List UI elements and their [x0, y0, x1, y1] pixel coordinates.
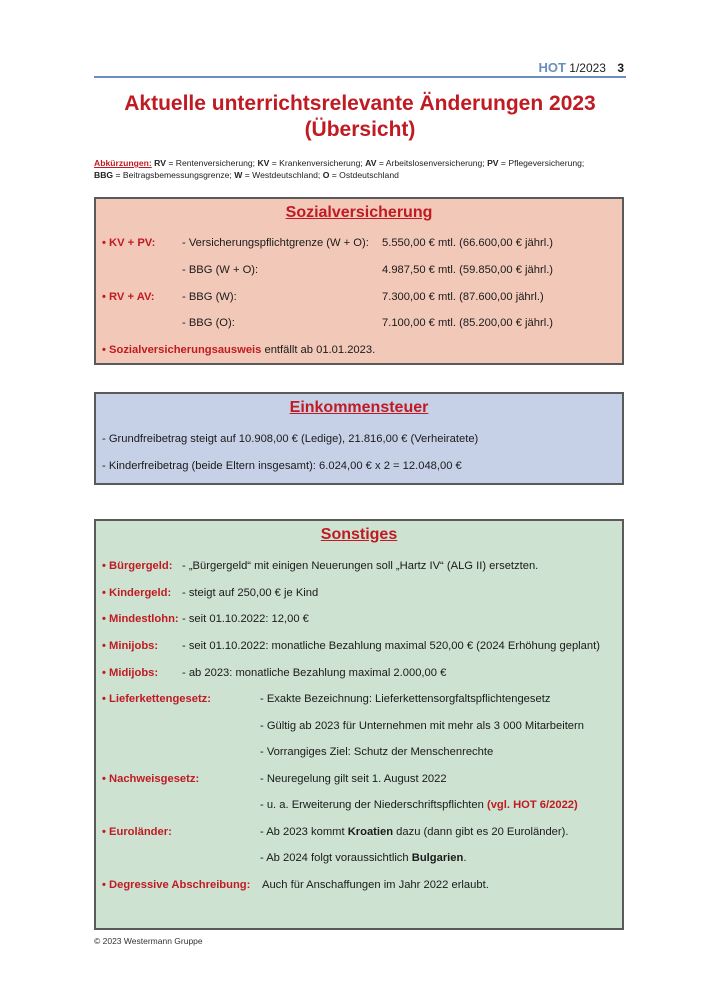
abbr-key: BBG [94, 170, 114, 180]
abbr-value: = Ostdeutschland [329, 170, 399, 180]
item-text: - Ab 2024 folgt voraussichtlich [260, 852, 412, 864]
section-title: Einkommensteuer [289, 399, 429, 416]
item-text: - „Bürgergeld“ mit einigen Neuerungen soll „Hartz IV“ (ALG II) ersetzten. [182, 560, 539, 572]
item-text: - u. a. Erweiterung der Niederschriftspflichten [260, 799, 487, 811]
item-text: - Gültig ab 2023 für Unternehmen mit mehr als 3 000 Mitarbeitern [260, 720, 584, 732]
abbr-key: AV [365, 158, 377, 168]
section-title: Sozialversicherung [285, 204, 433, 221]
item-text: - steigt auf 250,00 € je Kind [182, 587, 319, 599]
sonstiges-box [94, 519, 624, 930]
abbr-key: PV [487, 158, 499, 168]
item-text: - Neuregelung gilt seit 1. August 2022 [260, 773, 447, 785]
item-text: - Ab 2023 kommt [260, 826, 348, 838]
item-text: - seit 01.10.2022: 12,00 € [182, 613, 309, 625]
note-text: entfällt ab 01.01.2023. [261, 344, 376, 356]
abbr-value: = Beitragsbemessungsgrenze; [113, 170, 235, 180]
issue-info [538, 60, 624, 75]
item-text: - seit 01.10.2022: monatliche Bezahlung maximal 520,00 € (2024 Erhöhung geplant) [182, 640, 600, 652]
brand-label: HOT [538, 60, 566, 75]
abbr-key: RV [154, 158, 166, 168]
item-text: - Exakte Bezeichnung: Lieferkettensorgfaltspflichtengesetz [260, 693, 551, 705]
copyright: © 2023 Westermann Gruppe [94, 936, 203, 946]
item-label: • Bürgergeld: [102, 560, 173, 572]
sozialversicherung-box [94, 197, 624, 365]
list-item: - Kinderfreibetrag (beide Eltern insgesamt): 6.024,00 € x 2 = 12.048,00 € [102, 460, 462, 472]
row-item: - Versicherungspflichtgrenze (W + O): [182, 237, 369, 249]
abbr-key: KV [257, 158, 270, 168]
row-value: 7.300,00 € mtl. (87.600,00 jährl.) [382, 291, 544, 303]
item-text: - ab 2023: monatliche Bezahlung maximal 2.000,00 € [182, 667, 447, 679]
title-line-1: Aktuelle unterrichtsrelevante Änderungen 2023 [124, 92, 596, 115]
row-item: - BBG (O): [182, 317, 235, 329]
note-row [102, 344, 375, 356]
item-text: . [463, 852, 467, 864]
country-name: Bulgarien [411, 852, 464, 864]
abbr-value: = Pflegeversicherung; [498, 158, 585, 168]
abbr-value: = Rentenversicherung; [165, 158, 258, 168]
abbr-value: = Westdeutschland; [242, 170, 323, 180]
item-label: • Mindestlohn: [102, 613, 179, 625]
reference-text: (vgl. HOT 6/2022) [486, 799, 578, 811]
item-label: • Euroländer: [102, 826, 172, 838]
title-line-2: (Übersicht) [304, 118, 416, 141]
row-value: 7.100,00 € mtl. (85.200,00 € jährl.) [382, 317, 554, 329]
item-text: dazu (dann gibt es 20 Euroländer). [393, 826, 569, 838]
page-number: 3 [617, 61, 624, 75]
issue-number: 1/2023 [569, 61, 606, 75]
item-label: • Degressive Abschreibung: [102, 879, 251, 891]
abbr-value: = Arbeitslosenversicherung; [376, 158, 488, 168]
list-item: - Grundfreibetrag steigt auf 10.908,00 € (Ledige), 21.816,00 € (Verheiratete) [102, 433, 479, 445]
row-item: - BBG (W + O): [182, 264, 259, 276]
row-label: • KV + PV: [102, 237, 156, 249]
abbreviations-label: Abkürzungen: [94, 158, 152, 168]
row-value: 5.550,00 € mtl. (66.600,00 € jährl.) [382, 237, 554, 249]
item-label: • Minijobs: [102, 640, 159, 652]
item-label: • Lieferkettengesetz: [102, 693, 211, 705]
country-name: Kroatien [347, 826, 394, 838]
row-label: • RV + AV: [102, 291, 155, 303]
row-item: - BBG (W): [182, 291, 237, 303]
item-text: - Vorrangiges Ziel: Schutz der Menschenrechte [260, 746, 494, 758]
abbreviations [94, 157, 634, 181]
abbr-value: = Krankenversicherung; [269, 158, 366, 168]
abbr-key: O [322, 170, 330, 180]
page-title [94, 91, 626, 143]
einkommensteuer-box [94, 392, 624, 485]
item-label: • Nachweisgesetz: [102, 773, 200, 785]
item-text: Auch für Anschaffungen im Jahr 2022 erlaubt. [262, 879, 489, 891]
note-label: • Sozialversicherungsausweis [102, 344, 262, 356]
item-label: • Kindergeld: [102, 587, 172, 599]
abbr-key: W [234, 170, 243, 180]
row-value: 4.987,50 € mtl. (59.850,00 € jährl.) [382, 264, 554, 276]
page-header [94, 60, 626, 78]
item-label: • Midijobs: [102, 667, 159, 679]
section-title: Sonstiges [320, 526, 398, 543]
